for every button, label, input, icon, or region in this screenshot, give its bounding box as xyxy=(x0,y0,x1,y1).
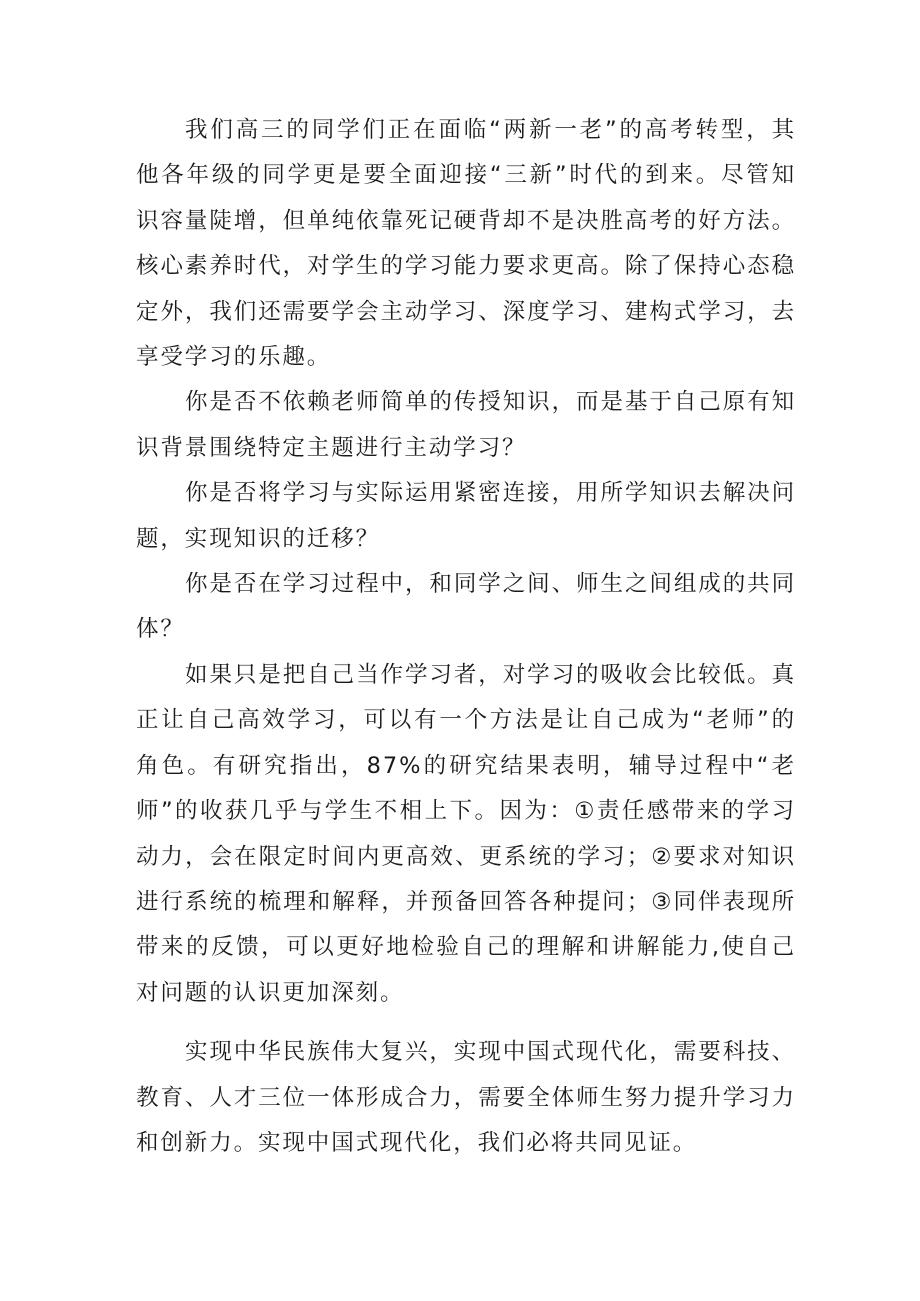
paragraph-teacher-role: 如果只是把自己当作学习者，对学习的吸收会比较低。真正让自己高效学习，可以有一个方法是让自己成为“老师”的角色。有研究指出，87%的研究结果表明，辅导过程中“老师”的收获几乎与学生不相上下。因为：①责任感带来的学习动力，会在限定时间内更高效、更系统的学习；②要求对知识进行系统的梳理和解释，并预备回答各种提问；③同伴表现所带来的反馈，可以更好地检验自己的理解和讲解能力,使自己对问题的认识更加深刻。 xyxy=(136,661,796,1006)
paragraph-question-2: 你是否将学习与实际运用紧密连接，用所学知识去解决问题，实现知识的迁移？ xyxy=(136,480,796,552)
document-body xyxy=(136,108,796,1166)
paragraph-conclusion: 实现中华民族伟大复兴，实现中国式现代化，需要科技、教育、人才三位一体形成合力，需要全体师生努力提升学习力和创新力。实现中国式现代化，我们必将共同见证。 xyxy=(136,1039,796,1156)
paragraph-intro: 我们高三的同学们正在面临“两新一老”的高考转型，其他各年级的同学更是要全面迎接“三新”时代的到来。尽管知识容量陡增，但单纯依靠死记硬背却不是决胜高考的好方法。核心素养时代，对学生的学习能力要求更高。除了保持心态稳定外，我们还需要学会主动学习、深度学习、建构式学习，去享受学习的乐趣。 xyxy=(136,117,796,371)
paragraph-question-3: 你是否在学习过程中，和同学之间、师生之间组成的共同体？ xyxy=(136,571,796,643)
paragraph-question-1: 你是否不依赖老师简单的传授知识，而是基于自己原有知识背景围绕特定主题进行主动学习？ xyxy=(136,389,796,461)
